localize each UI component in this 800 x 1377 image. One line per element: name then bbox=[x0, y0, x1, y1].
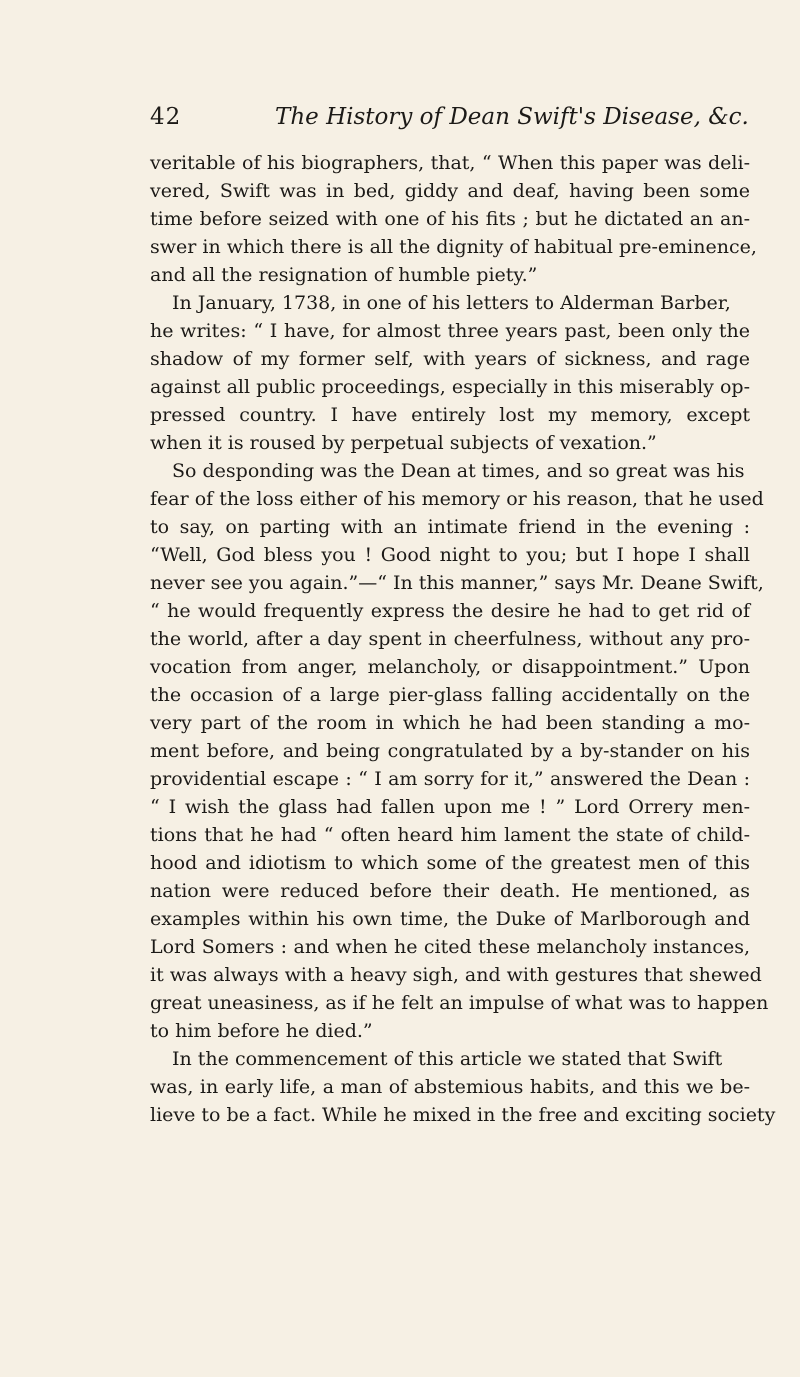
body-text bbox=[150, 149, 776, 1129]
text-line: time before seized with one of his fits ; but he dictated an an- bbox=[150, 208, 750, 230]
text-line: Lord Somers : and when he cited these melancholy instances, bbox=[150, 936, 750, 958]
page-number: 42 bbox=[150, 104, 182, 130]
text-line: swer in which there is all the dignity of habitual pre-eminence, bbox=[150, 236, 757, 258]
text-line: So desponding was the Dean at times, and so great was his bbox=[172, 460, 745, 482]
text-line: great uneasiness, as if he felt an impulse of what was to happen bbox=[150, 992, 769, 1014]
text-line: ment before, and being congratulated by a by-stander on his bbox=[150, 740, 750, 762]
text-line: he writes: “ I have, for almost three years past, been only the bbox=[150, 320, 750, 342]
text-line: against all public proceedings, especially in this miserably op- bbox=[150, 376, 750, 398]
text-line: lieve to be a fact. While he mixed in the free and exciting society bbox=[150, 1104, 776, 1126]
text-line: shadow of my former self, with years of sickness, and rage bbox=[150, 348, 750, 370]
text-line: very part of the room in which he had been standing a mo- bbox=[150, 712, 750, 734]
text-line: and all the resignation of humble piety.” bbox=[150, 264, 538, 286]
text-line: In January, 1738, in one of his letters to Alderman Barber, bbox=[172, 292, 731, 314]
text-line: never see you again.”—“ In this manner,” says Mr. Deane Swift, bbox=[150, 572, 764, 594]
text-line: nation were reduced before their death. He mentioned, as bbox=[150, 880, 750, 902]
text-line: “ he would frequently express the desire he had to get rid of bbox=[150, 600, 750, 622]
text-line: the world, after a day spent in cheerfulness, without any pro- bbox=[150, 628, 750, 650]
text-line: “ I wish the glass had fallen upon me ! ” Lord Orrery men- bbox=[150, 796, 750, 818]
text-line: the occasion of a large pier-glass falling accidentally on the bbox=[150, 684, 750, 706]
text-line: was, in early life, a man of abstemious habits, and this we be- bbox=[150, 1076, 750, 1098]
text-line: when it is roused by perpetual subjects of vexation.” bbox=[150, 432, 657, 454]
text-line: veritable of his biographers, that, “ When this paper was deli- bbox=[150, 152, 750, 174]
text-line: tions that he had “ often heard him lament the state of child- bbox=[150, 824, 750, 846]
text-line: examples within his own time, the Duke of Marlborough and bbox=[150, 908, 750, 930]
text-line: providential escape : “ I am sorry for it,” answered the Dean : bbox=[150, 768, 750, 790]
text-line: vocation from anger, melancholy, or disappointment.” Upon bbox=[150, 656, 750, 678]
text-line: to say, on parting with an intimate friend in the evening : bbox=[150, 516, 750, 538]
text-line: “Well, God bless you ! Good night to you; but I hope I shall bbox=[150, 544, 750, 566]
running-title: The History of Dean Swift's Disease, &c. bbox=[275, 104, 749, 130]
running-head bbox=[150, 104, 750, 138]
text-line: pressed country. I have entirely lost my memory, except bbox=[150, 404, 750, 426]
text-line: In the commencement of this article we stated that Swift bbox=[172, 1048, 723, 1070]
text-line: vered, Swift was in bed, giddy and deaf, having been some bbox=[150, 180, 750, 202]
text-line: it was always with a heavy sigh, and with gestures that shewed bbox=[150, 964, 762, 986]
text-line: fear of the loss either of his memory or his reason, that he used bbox=[150, 488, 764, 510]
text-line: to him before he died.” bbox=[150, 1020, 373, 1042]
text-line: hood and idiotism to which some of the greatest men of this bbox=[150, 852, 750, 874]
